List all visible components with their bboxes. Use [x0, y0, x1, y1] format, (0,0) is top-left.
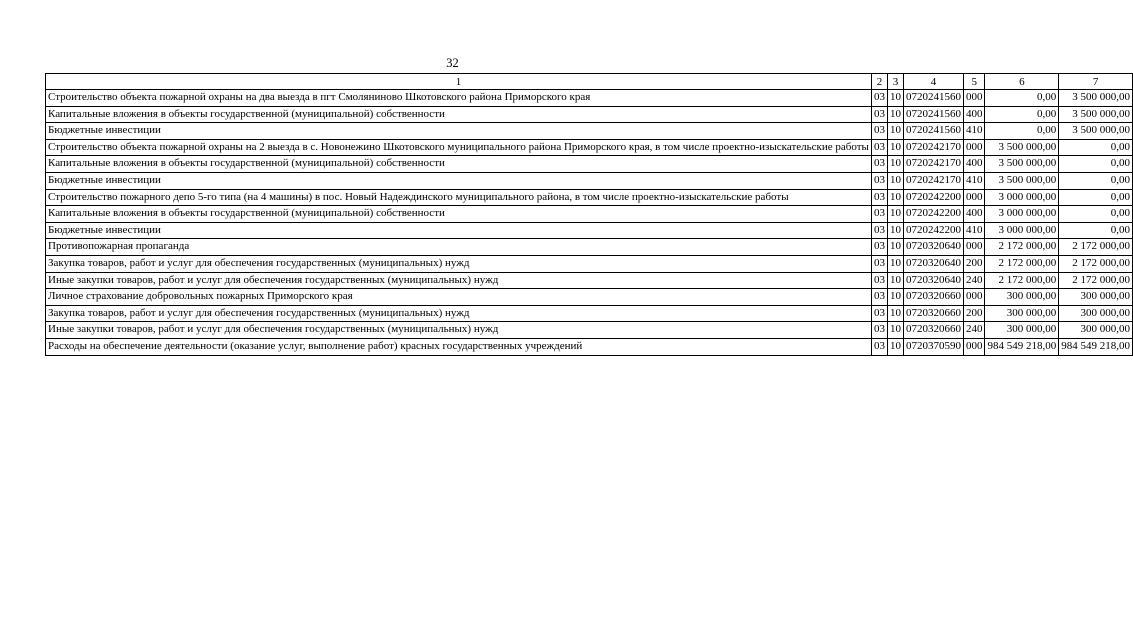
expense-type-cell: 410	[963, 222, 985, 239]
amount-year1-cell: 3 000 000,00	[985, 222, 1059, 239]
table-row	[46, 255, 1133, 272]
section-code-cell: 03	[871, 123, 887, 140]
amount-year1-cell: 3 500 000,00	[985, 139, 1059, 156]
item-name-cell: Строительство объекта пожарной охраны на два выезда в пгт Смоляниново Шкотовского района Приморского края	[46, 90, 872, 107]
item-name-cell: Бюджетные инвестиции	[46, 222, 872, 239]
amount-year1-cell: 300 000,00	[985, 289, 1059, 306]
amount-year2-cell: 0,00	[1059, 156, 1133, 173]
amount-year2-cell: 0,00	[1059, 206, 1133, 223]
item-name-cell: Личное страхование добровольных пожарных Приморского края	[46, 289, 872, 306]
section-code-cell: 03	[871, 90, 887, 107]
subsection-code-cell: 10	[887, 239, 903, 256]
item-name-cell: Капитальные вложения в объекты государственной (муниципальной) собственности	[46, 106, 872, 123]
section-code-cell: 03	[871, 139, 887, 156]
expense-type-cell: 000	[963, 289, 985, 306]
item-name-cell: Капитальные вложения в объекты государственной (муниципальной) собственности	[46, 156, 872, 173]
amount-year1-cell: 0,00	[985, 90, 1059, 107]
table-row	[46, 106, 1133, 123]
amount-year2-cell: 0,00	[1059, 172, 1133, 189]
amount-year1-cell: 3 000 000,00	[985, 189, 1059, 206]
target-article-cell: 0720320640	[903, 239, 963, 256]
target-article-cell: 0720241560	[903, 90, 963, 107]
target-article-cell: 0720242200	[903, 206, 963, 223]
table-row	[46, 305, 1133, 322]
target-article-cell: 0720242170	[903, 156, 963, 173]
amount-year2-cell: 0,00	[1059, 139, 1133, 156]
subsection-code-cell: 10	[887, 255, 903, 272]
section-code-cell: 03	[871, 206, 887, 223]
amount-year1-cell: 2 172 000,00	[985, 255, 1059, 272]
expense-type-cell: 000	[963, 189, 985, 206]
expense-type-cell: 400	[963, 106, 985, 123]
subsection-code-cell: 10	[887, 106, 903, 123]
budget-table	[45, 73, 1133, 356]
section-code-cell: 03	[871, 239, 887, 256]
section-code-cell: 03	[871, 338, 887, 355]
expense-type-cell: 400	[963, 156, 985, 173]
section-code-cell: 03	[871, 289, 887, 306]
section-code-cell: 03	[871, 222, 887, 239]
amount-year2-cell: 3 500 000,00	[1059, 106, 1133, 123]
section-code-cell: 03	[871, 106, 887, 123]
item-name-cell: Бюджетные инвестиции	[46, 172, 872, 189]
amount-year1-cell: 0,00	[985, 123, 1059, 140]
expense-type-cell: 400	[963, 206, 985, 223]
target-article-cell: 0720320660	[903, 322, 963, 339]
amount-year2-cell: 2 172 000,00	[1059, 239, 1133, 256]
table-row	[46, 189, 1133, 206]
subsection-code-cell: 10	[887, 338, 903, 355]
column-header: 5	[963, 74, 985, 90]
column-header: 6	[985, 74, 1059, 90]
amount-year1-cell: 3 500 000,00	[985, 156, 1059, 173]
item-name-cell: Бюджетные инвестиции	[46, 123, 872, 140]
section-code-cell: 03	[871, 322, 887, 339]
subsection-code-cell: 10	[887, 172, 903, 189]
subsection-code-cell: 10	[887, 156, 903, 173]
table-row	[46, 123, 1133, 140]
table-row	[46, 289, 1133, 306]
amount-year1-cell: 2 172 000,00	[985, 272, 1059, 289]
expense-type-cell: 200	[963, 305, 985, 322]
item-name-cell: Противопожарная пропаганда	[46, 239, 872, 256]
section-code-cell: 03	[871, 189, 887, 206]
item-name-cell: Иные закупки товаров, работ и услуг для обеспечения государственных (муниципальных) нужд	[46, 322, 872, 339]
expense-type-cell: 200	[963, 255, 985, 272]
amount-year1-cell: 984 549 218,00	[985, 338, 1059, 355]
subsection-code-cell: 10	[887, 90, 903, 107]
subsection-code-cell: 10	[887, 222, 903, 239]
section-code-cell: 03	[871, 272, 887, 289]
item-name-cell: Строительство объекта пожарной охраны на 2 выезда в с. Новонежино Шкотовского муниципального района Приморского края, в том числе проектно-изыскательские работы	[46, 139, 872, 156]
table-row	[46, 139, 1133, 156]
table-row	[46, 222, 1133, 239]
amount-year1-cell: 0,00	[985, 106, 1059, 123]
expense-type-cell: 000	[963, 139, 985, 156]
amount-year2-cell: 300 000,00	[1059, 289, 1133, 306]
subsection-code-cell: 10	[887, 206, 903, 223]
item-name-cell: Закупка товаров, работ и услуг для обеспечения государственных (муниципальных) нужд	[46, 305, 872, 322]
subsection-code-cell: 10	[887, 123, 903, 140]
table-row	[46, 272, 1133, 289]
item-name-cell: Закупка товаров, работ и услуг для обеспечения государственных (муниципальных) нужд	[46, 255, 872, 272]
expense-type-cell: 240	[963, 272, 985, 289]
amount-year1-cell: 300 000,00	[985, 305, 1059, 322]
subsection-code-cell: 10	[887, 322, 903, 339]
amount-year2-cell: 300 000,00	[1059, 322, 1133, 339]
amount-year1-cell: 3 500 000,00	[985, 172, 1059, 189]
target-article-cell: 0720242200	[903, 189, 963, 206]
target-article-cell: 0720241560	[903, 106, 963, 123]
expense-type-cell: 000	[963, 239, 985, 256]
target-article-cell: 0720320640	[903, 272, 963, 289]
table-row	[46, 156, 1133, 173]
amount-year2-cell: 0,00	[1059, 189, 1133, 206]
column-header: 1	[46, 74, 872, 90]
expense-type-cell: 410	[963, 123, 985, 140]
section-code-cell: 03	[871, 156, 887, 173]
page-number: 32	[446, 56, 459, 70]
column-header: 2	[871, 74, 887, 90]
subsection-code-cell: 10	[887, 289, 903, 306]
amount-year2-cell: 2 172 000,00	[1059, 255, 1133, 272]
amount-year2-cell: 300 000,00	[1059, 305, 1133, 322]
column-header: 7	[1059, 74, 1133, 90]
subsection-code-cell: 10	[887, 189, 903, 206]
amount-year1-cell: 300 000,00	[985, 322, 1059, 339]
table-row	[46, 239, 1133, 256]
subsection-code-cell: 10	[887, 305, 903, 322]
target-article-cell: 0720242170	[903, 139, 963, 156]
section-code-cell: 03	[871, 172, 887, 189]
column-header: 4	[903, 74, 963, 90]
amount-year2-cell: 984 549 218,00	[1059, 338, 1133, 355]
expense-type-cell: 000	[963, 338, 985, 355]
item-name-cell: Расходы на обеспечение деятельности (оказание услуг, выполнение работ) красных государственных учреждений	[46, 338, 872, 355]
table-row	[46, 172, 1133, 189]
target-article-cell: 0720320660	[903, 305, 963, 322]
expense-type-cell: 240	[963, 322, 985, 339]
target-article-cell: 0720242200	[903, 222, 963, 239]
target-article-cell: 0720242170	[903, 172, 963, 189]
table-row	[46, 206, 1133, 223]
item-name-cell: Капитальные вложения в объекты государственной (муниципальной) собственности	[46, 206, 872, 223]
expense-type-cell: 410	[963, 172, 985, 189]
section-code-cell: 03	[871, 305, 887, 322]
amount-year2-cell: 2 172 000,00	[1059, 272, 1133, 289]
target-article-cell: 0720370590	[903, 338, 963, 355]
target-article-cell: 0720241560	[903, 123, 963, 140]
target-article-cell: 0720320640	[903, 255, 963, 272]
amount-year2-cell: 3 500 000,00	[1059, 90, 1133, 107]
amount-year2-cell: 3 500 000,00	[1059, 123, 1133, 140]
subsection-code-cell: 10	[887, 272, 903, 289]
target-article-cell: 0720320660	[903, 289, 963, 306]
item-name-cell: Строительство пожарного депо 5-го типа (на 4 машины) в пос. Новый Надеждинского муниципального района, в том числе проектно-изыскательские работы	[46, 189, 872, 206]
amount-year1-cell: 3 000 000,00	[985, 206, 1059, 223]
expense-type-cell: 000	[963, 90, 985, 107]
amount-year2-cell: 0,00	[1059, 222, 1133, 239]
column-header: 3	[887, 74, 903, 90]
table-row	[46, 338, 1133, 355]
table-row	[46, 90, 1133, 107]
amount-year1-cell: 2 172 000,00	[985, 239, 1059, 256]
table-row	[46, 322, 1133, 339]
section-code-cell: 03	[871, 255, 887, 272]
table-header-row	[46, 74, 1133, 90]
subsection-code-cell: 10	[887, 139, 903, 156]
item-name-cell: Иные закупки товаров, работ и услуг для обеспечения государственных (муниципальных) нужд	[46, 272, 872, 289]
